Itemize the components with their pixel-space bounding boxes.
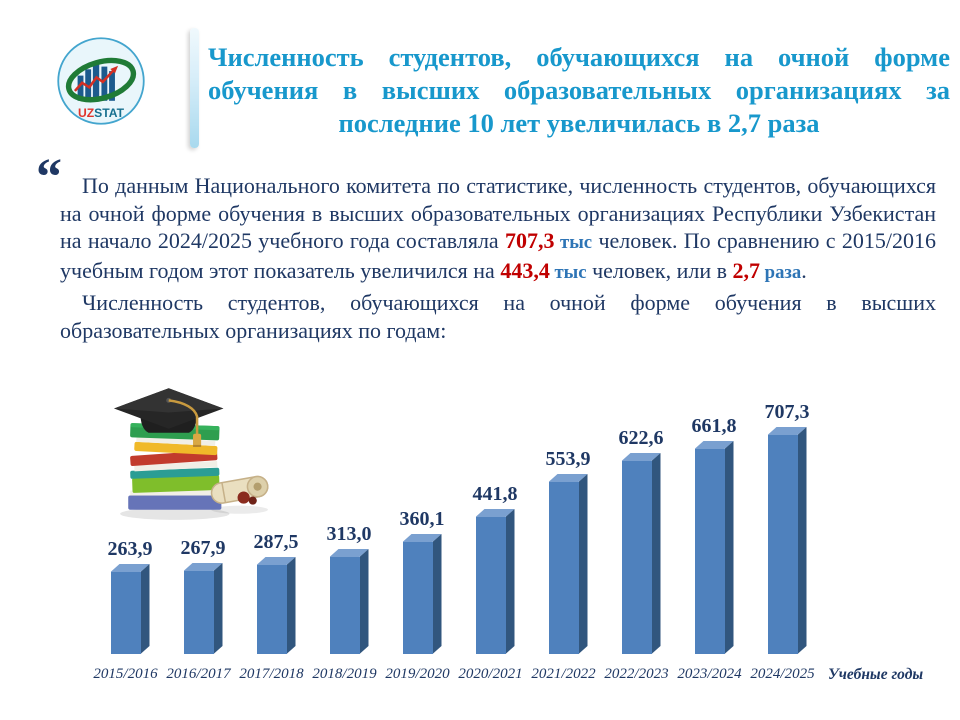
- uzstat-logo: [56, 36, 146, 126]
- x-axis-tick-label: 2023/2024: [677, 666, 742, 682]
- bar-side-face: [579, 474, 588, 654]
- bar: [622, 461, 652, 654]
- x-axis-tick-label: 2020/2021: [458, 666, 523, 682]
- bar: [695, 449, 725, 654]
- bar-side-face: [360, 549, 369, 654]
- x-axis-tick-label: 2019/2020: [385, 666, 450, 682]
- title-line: обучения в высших образовательных организациях за: [208, 75, 950, 105]
- bar-value-label: 263,9: [107, 538, 153, 560]
- bar-side-face: [214, 563, 223, 654]
- slide-title: [208, 41, 950, 140]
- bar-value-label: 360,1: [399, 508, 445, 530]
- x-axis-tick-label: 2015/2016: [93, 666, 158, 682]
- x-axis-tick-label: 2022/2023: [604, 666, 669, 682]
- x-axis-tick-label: 2024/2025: [750, 666, 815, 682]
- x-axis-tick-label: 2018/2019: [312, 666, 377, 682]
- bar-value-label: 622,6: [618, 427, 664, 449]
- text-segment: человек. По сравнению с 2015/2016 учебным годом этот показатель увеличился на: [60, 228, 936, 283]
- bar-value-label: 661,8: [691, 415, 737, 437]
- chart-lead-paragraph: Численность студентов, обучающихся на очной форме обучения в высших образовательных организациях по годам:: [60, 290, 936, 343]
- bar-value-label: 441,8: [472, 483, 518, 505]
- bar: [184, 571, 214, 654]
- bar: [330, 557, 360, 654]
- bar: [768, 435, 798, 654]
- bar-value-label: 553,9: [545, 448, 591, 470]
- quote-icon: “: [36, 149, 62, 206]
- bar-side-face: [652, 453, 661, 654]
- logo-wordmark: UZSTAT: [77, 106, 125, 120]
- bar: [476, 517, 506, 654]
- students-bar-chart: [0, 370, 960, 700]
- bar: [403, 542, 433, 654]
- bar: [111, 572, 141, 654]
- text-segment: .: [801, 257, 807, 283]
- title-line: Численность студентов, обучающихся на очной форме: [208, 42, 950, 72]
- bar-side-face: [798, 427, 807, 654]
- bar: [257, 565, 287, 654]
- x-axis-caption: Учебные годы: [828, 666, 924, 683]
- text-segment: По данным Национального комитета по статистике, численность студентов, обучающихся на очной форме обучения в высших образовательных организациях Республики Узбекистан на начало 2024/2025 учебного года составляла: [60, 173, 936, 253]
- bar-side-face: [725, 441, 734, 654]
- text-segment: 443,4: [500, 257, 550, 283]
- title-line: последние 10 лет увеличилась в 2,7 раза: [338, 108, 820, 138]
- header-divider: [190, 28, 199, 148]
- bar: [549, 482, 579, 654]
- bar-value-label: 287,5: [253, 531, 299, 553]
- body-text: [60, 172, 936, 347]
- text-segment: раза: [760, 261, 802, 283]
- uzstat-logo-graphic: [56, 36, 146, 126]
- text-segment: 707,3: [505, 228, 555, 253]
- bar-value-label: 707,3: [764, 401, 810, 423]
- bar-side-face: [141, 564, 150, 654]
- x-axis-tick-label: 2021/2022: [531, 666, 596, 682]
- x-axis-tick-label: 2016/2017: [166, 666, 231, 682]
- bar-side-face: [506, 509, 515, 654]
- text-segment: тыс: [554, 232, 593, 253]
- text-segment: 2,7: [732, 257, 760, 283]
- bar-side-face: [433, 534, 442, 654]
- intro-paragraph: [60, 172, 936, 286]
- bar-value-label: 267,9: [180, 537, 226, 559]
- text-segment: человек, или в: [586, 257, 733, 283]
- text-segment: тыс: [549, 261, 587, 283]
- bar-value-label: 313,0: [326, 523, 372, 545]
- bar-side-face: [287, 557, 296, 654]
- x-axis-tick-label: 2017/2018: [239, 666, 304, 682]
